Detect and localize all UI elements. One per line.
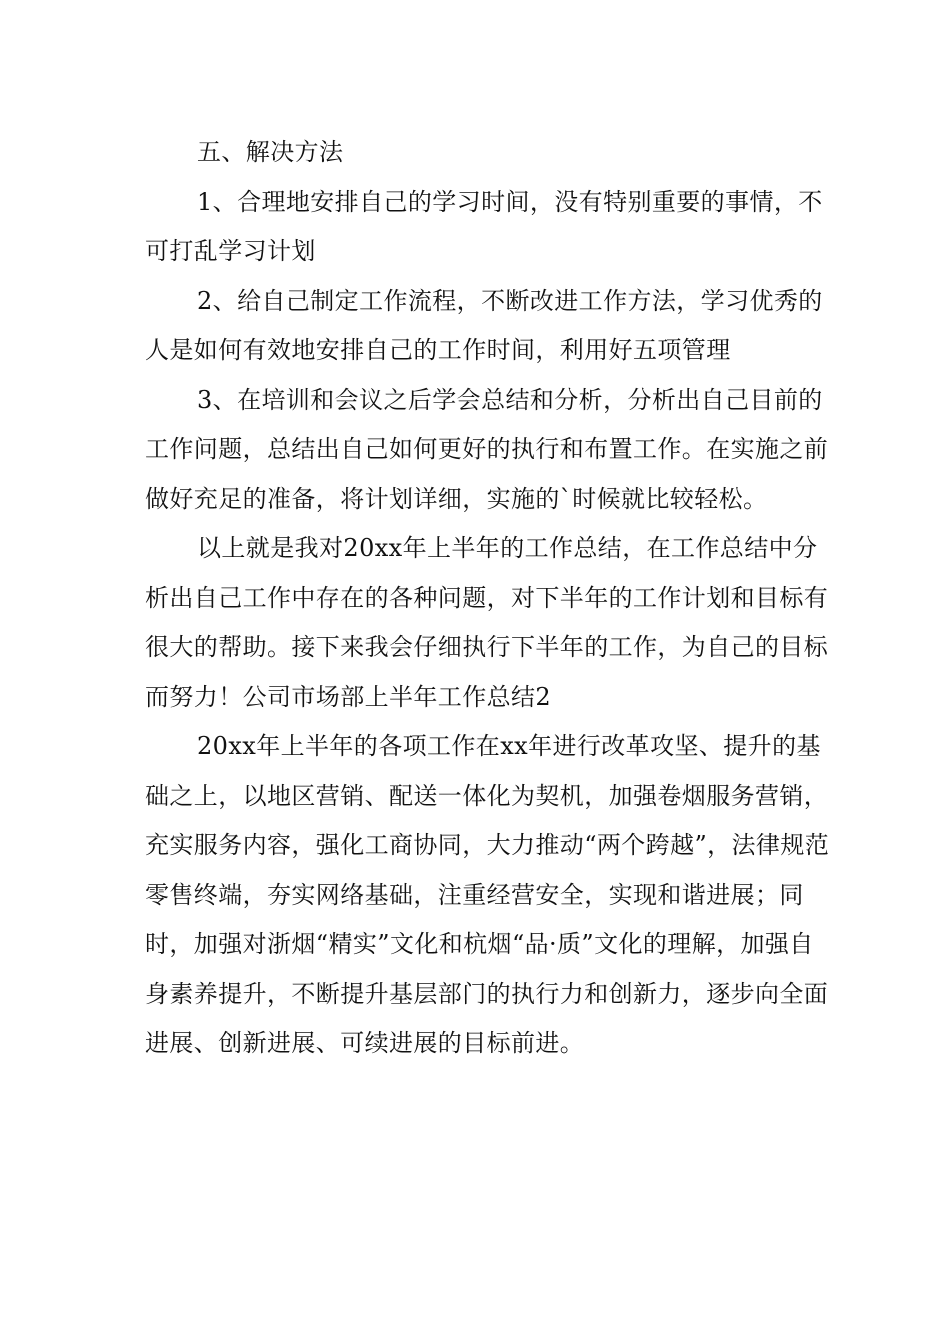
paragraph-item-2: 2、给自己制定工作流程，不断改进工作方法，学习优秀的人是如何有效地安排自己的工作时间，利用好五项管理 (145, 286, 823, 364)
document-body (145, 128, 835, 1069)
paragraph-item-3: 3、在培训和会议之后学会总结和分析，分析出自己目前的工作问题，总结出自己如何更好的执行和布置工作。在实施之前做好充足的准备，将计划详细，实施的`时候就比较轻松。 (145, 385, 829, 513)
paragraph-summary: 以上就是我对20xx年上半年的工作总结，在工作总结中分析出自己工作中存在的各种问题，对下半年的工作计划和目标有很大的帮助。接下来我会仔细执行下半年的工作，为自己的目标而努力！公司市场部上半年工作总结2 (145, 534, 829, 711)
paragraph-item-1: 1、合理地安排自己的学习时间，没有特别重要的事情，不可打乱学习计划 (145, 187, 823, 265)
paragraph-report-2-intro: 20xx年上半年的各项工作在xx年进行改革攻坚、提升的基础之上，以地区营销、配送一体化为契机，加强卷烟服务营销，充实服务内容，强化工商协同，大力推动“两个跨越”，法律规范零售终端，夯实网络基础，注重经营安全，实现和谐进展；同时，加强对浙烟“精实”文化和杭烟“品·质”文化的理解，加强自身素养提升，不断提升基层部门的执行力和创新力，逐步向全面进展、创新进展、可续进展的目标前进。 (145, 732, 830, 1057)
section-heading: 五、解决方法 (197, 138, 344, 166)
